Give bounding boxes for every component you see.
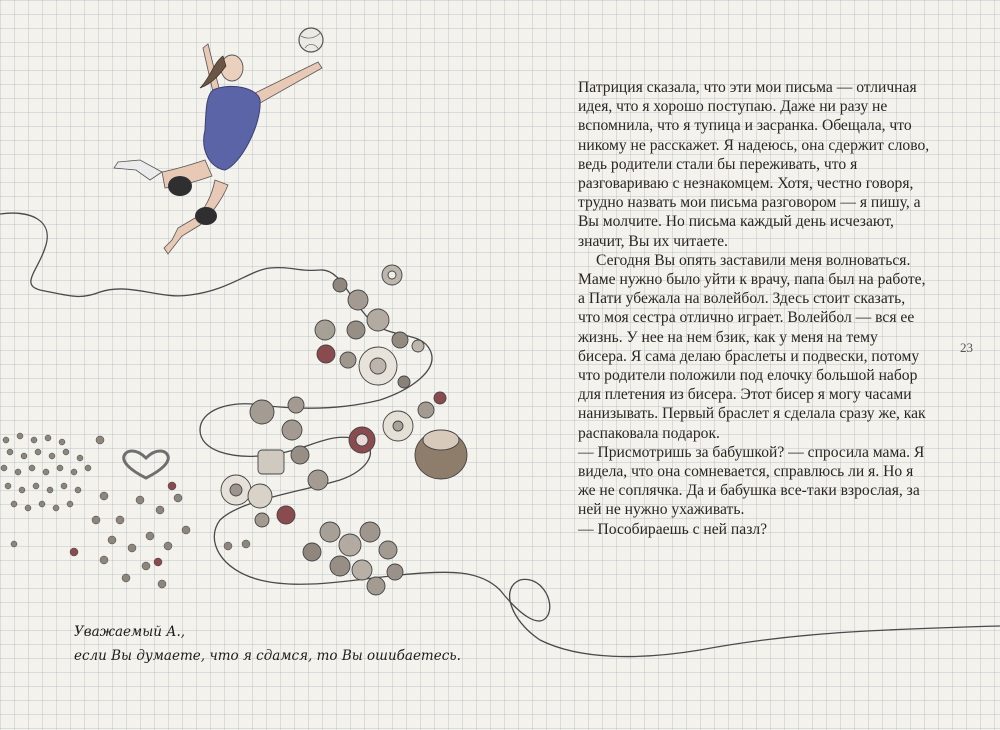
greeting-line: если Вы думаете, что я сдамся, то Вы ошибаетесь. [74,648,461,664]
paragraph: — Пособираешь с ней пазл? [578,520,768,538]
letter-greeting [74,620,494,668]
paragraph: — Присмотришь за бабушкой? — спросила мама. Я видела, что она сомневается, справлюсь ли я. Но я же не соплячка. Да и бабушка все-таки взрослая, за ней не нужно ухаживать. [578,443,925,519]
heart-charm [124,451,169,478]
paragraph: Патриция сказала, что эти мои письма — отличная идея, что я хорошо поступаю. Даже ни разу не вспомнила, что я тупица и засранка. Обещала, что никому не расскажет. Я надеюсь, она сдержит слово, ведь родители стали бы переживать, что я разговариваю с незнакомцем. Хотя, честно говоря, трудно назвать мои письма разговором — я пишу, а Вы молчите. Но письма каждый день исчезают, значит, Вы их читаете. [578,79,930,250]
paragraph: Сегодня Вы опять заставили меня волноваться. Маме нужно было уйти к врачу, папа был на работе, а Пати убежала на волейбол. Здесь стоит сказать, что моя сестра отлично играет. Волейбол — вся ее жизнь. У нее на нем бзик, как у меня на тему бисера. Я сама делаю браслеты и подвески, потому что родители положили под елочку большой набор для плетения из бисера. Этот бисер я могу часами нанизывать. Первый браслет я сделала сразу же, как распаковала подарок. [578,251,926,442]
volleyball-player [114,28,323,254]
body-text [578,78,930,539]
beads-upper [221,265,467,527]
page-number: 23 [960,340,973,355]
greeting-line: Уважаемый А., [74,624,186,640]
